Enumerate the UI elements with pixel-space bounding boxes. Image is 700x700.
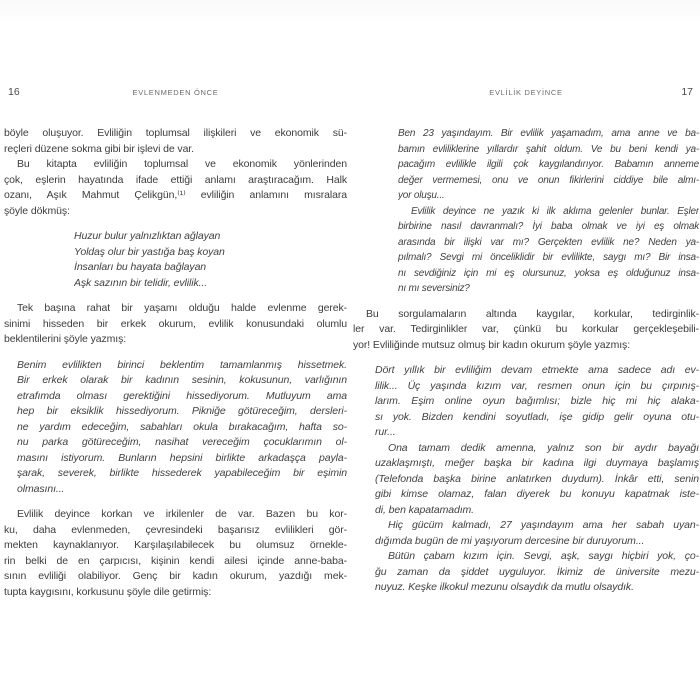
text-line: ler var. Tedirginlikler var, çünkü bu korkular gerçekleşebili- — [353, 323, 699, 335]
text-line: masını istiyorum. Bunların hepsini birlikte arkadaşça payla- — [17, 451, 347, 464]
text-line: rur... — [375, 426, 396, 438]
running-header-left: EVLENMEDEN ÖNCE — [132, 88, 219, 97]
page-number-left: 16 — [8, 86, 20, 98]
text-line: Huzur bulur yalnızlıktan ağlayan — [74, 230, 221, 242]
paragraph — [4, 126, 347, 157]
text-line: hep bir eksiklik hissediyorum. Pikniğe götüreceğim, dersleri- — [17, 405, 347, 417]
text-line: (Telefonda başka birine anlatırken duydum). İnkâr etti, senin — [375, 472, 699, 485]
text-line: Bu sorgulamaların altında kaygılar, korkular, tedirginlik- — [366, 307, 699, 320]
block-quote — [375, 363, 699, 441]
text-line: ku, daha evlenmeden, çevresindeki başarısız evlilikleri gör- — [4, 523, 347, 536]
text-line: sı yok. Bizden kendini soyutladı, işe gidip gelir oyuna otu- — [375, 410, 699, 423]
left-page-header — [4, 88, 347, 101]
text-line: beklentilerini şöyle yazmış: — [4, 333, 127, 345]
block-quote — [375, 549, 699, 596]
text-line: sının evliliği olabiliyor. Genç bir kadın okurum, yazdığı mek- — [4, 570, 347, 582]
text-line: ğu zaman da şiddet uyguluyor. İkimiz de üniversite mezu- — [375, 565, 699, 578]
text-line: bamın evliliklerine yıllardır şahit oldum. Ve bu beni kendi ya- — [398, 143, 699, 155]
text-line: sinimi hisseden bir erkek okurum, evlilik konusundaki olumlu — [4, 317, 347, 330]
block-quote — [375, 518, 699, 549]
text-line: nı sevdiğiniz için mi eş olursunuz, yoksa eş olduğunuz insa- — [398, 267, 699, 279]
text-line: böyle oluşuyor. Evliliğin toplumsal ilişkileri ve ekonomik sü- — [4, 127, 347, 139]
text-line: Bir erkek olarak bir kadının sesinin, kokusunun, varlığının — [17, 374, 347, 386]
right-page — [353, 88, 699, 596]
text-line: mekten kaynaklanıyor. Karşılaşılabilecek bu olumsuz örnekle- — [4, 539, 347, 551]
text-line: Bütün çabam kızım için. Sevgi, aşk, saygı hiçbiri yok, ço- — [388, 550, 699, 562]
poem — [74, 229, 347, 291]
text-line: Dört yıllık bir evliliğim devam etmekte ama sadece adı ev- — [375, 364, 699, 376]
text-line: Benim evlilikten birinci beklentim tamamlanmış hissetmek. — [17, 358, 347, 371]
text-line: değer vermemesi, onu ve onun fikirlerini ciddiye bile almı- — [398, 174, 699, 186]
text-line: reçleri düzene sokma gibi bir işlevi de var. — [4, 142, 194, 155]
text-line: arasında bir ilişki var mı? Gerçekten evlilik ne? Neden ya- — [398, 236, 699, 248]
left-page — [4, 88, 347, 600]
text-line: yor! Evliliğinde mutsuz olmuş bir kadın okurum şöyle yazmış: — [353, 338, 631, 351]
text-line: tupta kaygısını, korkusunu şöyle dile getirmiş: — [4, 585, 212, 598]
text-line: Ben 23 yaşındayım. Bir evlilik yaşamadım, ama anne ve ba- — [398, 128, 699, 139]
paragraph — [4, 301, 347, 348]
text-line: pacağım evlilikle ilgili çok kaygılandırıyor. Babamın anneme — [398, 159, 699, 170]
block-quote — [17, 358, 347, 498]
text-line: di, ben kapatamadım. — [375, 503, 474, 516]
block-quote — [398, 126, 699, 204]
text-line: yor oluşu... — [398, 190, 445, 201]
text-line: nı mı seversiniz? — [398, 283, 470, 294]
text-line: şarak, severek, birlikte hissederek yapabileceğim bir eşimin — [17, 467, 347, 479]
text-line: nu parka götüreceğim, nasihat vereceğim çocuklarımın ol- — [17, 436, 347, 448]
text-line: pılmalı? Sevgi mi önceliklidir bir evlilikte, saygı mı? Bir insa- — [398, 252, 699, 263]
text-line: çok, eşlerin hayatında ifade ettiği anlamı araştıracağım. Halk — [4, 173, 347, 186]
text-line: lilik... Üç yaşında kızım var, resmen onun için bu çırpınış- — [375, 379, 699, 392]
text-line: şöyle dökmüş: — [4, 204, 70, 217]
text-line: rin belki de en çarpıcısı, kişinin kendi ailesi içinde anne-baba- — [4, 554, 347, 567]
text-line: Aşk sazının bir telidir, evlilik... — [74, 276, 208, 289]
text-line: larım. Eşim online oyun bağımlısı; bizle hiç mi hiç alaka- — [375, 395, 699, 407]
text-line: Hiç gücüm kalmadı, 27 yaşındayım ama her sabah uyan- — [388, 519, 699, 531]
text-line: ozanı, Aşık Mahmut Çelikgün,⁽¹⁾ evliliğin anlamını mısralara — [4, 189, 347, 201]
text-line: etrafımda olması gerektiğini hissediyorum. Mutluyum ama — [17, 389, 347, 402]
right-page-header — [353, 88, 699, 101]
text-line: ne yardım edeceğim, sabahları okula bırakacağım, hafta so- — [17, 420, 347, 433]
paragraph — [353, 307, 699, 354]
text-line: Ona tamam dedik amenna, yalnız son bir aydır bayağı — [388, 441, 699, 454]
text-line: İnsanları bu hayata bağlayan — [74, 261, 207, 273]
text-line: gibi kimse olamaz, falan diyerek bu konuyu kapatmak iste- — [375, 488, 699, 500]
paragraph — [4, 507, 347, 600]
text-line: olmasını... — [17, 482, 65, 495]
right-page-body — [353, 126, 699, 596]
text-line: Bu kitapta evliliğin toplumsal ve ekonomik yönlerinden — [17, 158, 347, 170]
paragraph — [4, 157, 347, 219]
text-line: birbirine nasıl davranmalı? İyi baba olmak ve iyi eş olmak — [398, 221, 699, 232]
text-line: uzaklaşmıştı, meğer başka bir kadına ilgi duymaya başlamış — [375, 457, 699, 469]
running-header-right: EVLİLİK DEYİNCE — [489, 88, 563, 97]
text-line: Tek başına rahat bir yaşamı olduğu halde evlenme gerek- — [17, 302, 347, 314]
page-number-right: 17 — [681, 86, 693, 98]
text-line: nuyuz. Keşke ilkokul mezunu olsaydık da mutlu olsaydık. — [375, 581, 634, 593]
text-line: dığımda bugün de mi yaşıyorum dercesine bir duruyorum... — [375, 534, 645, 547]
text-line: Yoldaş olur bir yastığa baş koyan — [74, 245, 225, 258]
left-page-body — [4, 126, 347, 600]
text-line: Evlilik deyince korkan ve irkilenler de var. Bazen bu kor- — [17, 508, 347, 520]
block-quote — [398, 204, 699, 297]
block-quote — [375, 441, 699, 519]
text-line: Evlilik deyince ne yazık ki ilk aklıma gelenler bunlar. Eşler — [411, 205, 699, 217]
